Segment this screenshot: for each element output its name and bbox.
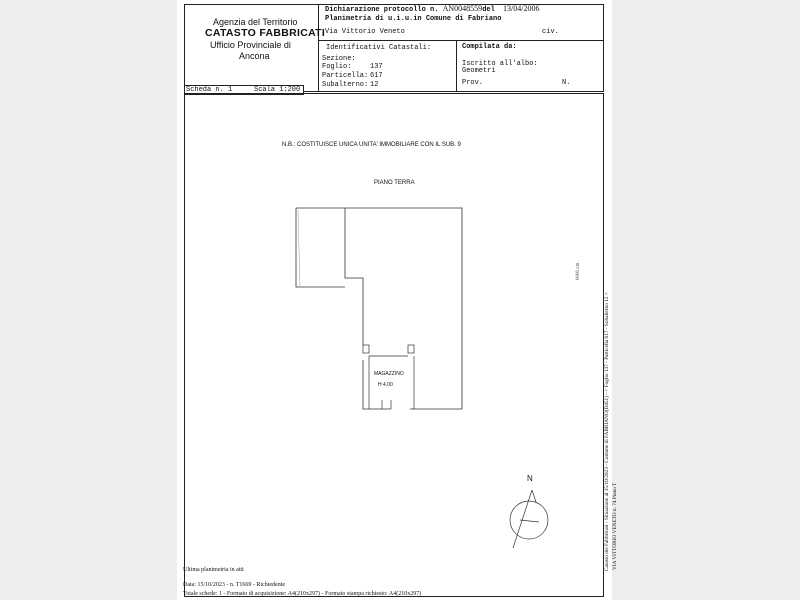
declaration-number: AN0048559 xyxy=(442,4,483,13)
agency-line2: CATASTO FABBRICATI xyxy=(205,27,326,39)
document-sheet xyxy=(177,0,618,600)
side-stamp: 0000 cm xyxy=(576,262,581,280)
address: Via Vittorio Veneto xyxy=(325,28,405,36)
identifiers-title: Identificativi Catastali: xyxy=(326,44,432,52)
side-text-line1: Catasto dei Fabbricati - Situazione al 15/10/2023 - Comune di FABRIANO(D451) - < Foglio 137 - Particella 617 - Subalterno 12 > xyxy=(604,292,610,571)
iscritto-value: Geometri xyxy=(462,67,496,75)
building-outline xyxy=(296,208,462,409)
subalterno-value: 12 xyxy=(370,81,379,89)
declaration-del: del xyxy=(482,6,495,14)
room-name: MAGAZZINO xyxy=(374,371,404,377)
particella-label: Particella: xyxy=(322,72,369,80)
plan-note: N.B.: COSTITUISCE UNICA UNITA' IMMOBILIARE CON IL SUB. 9 xyxy=(282,142,461,148)
agency-line1: Agenzia del Territorio xyxy=(213,17,298,27)
north-label: N xyxy=(527,474,533,483)
footer-line2: Data: 15/10/2023 - n. T1669 - Richiedente xyxy=(183,582,286,588)
agency-line3: Ufficio Provinciale di xyxy=(210,40,291,50)
civ-label: civ. xyxy=(542,28,559,36)
foglio-value: 137 xyxy=(370,63,383,71)
iscritto-label: Iscritto all'albo: xyxy=(462,60,538,68)
subalterno-label: Subalterno: xyxy=(322,81,369,89)
floor-label: PIANO TERRA xyxy=(374,180,415,186)
declaration-date: 13/04/2006 xyxy=(503,4,540,13)
particella-value: 617 xyxy=(370,72,383,80)
side-text-line2: VIA VITTORIO VENETO n. 74 Piano T xyxy=(612,482,618,570)
footer-line3: Totale schede: 1 - Formato di acquisizione: A4(210x297) - Formato stampa richiesto: A4(210x297) xyxy=(183,591,422,597)
footer-line1: Ultima planimetria in atti xyxy=(183,567,244,573)
room-height: H 4.00 xyxy=(378,382,393,388)
foglio-label: Foglio: xyxy=(322,63,352,71)
room-walls xyxy=(363,345,414,409)
prov-label: Prov. xyxy=(462,79,484,87)
floor-plan-drawing xyxy=(177,0,612,600)
scheda-scale: Scala 1:200 xyxy=(254,86,301,94)
north-arrow-icon xyxy=(510,490,548,548)
n-label: N. xyxy=(562,79,571,87)
declaration-label: Dichiarazione protocollo n. xyxy=(325,6,439,14)
agency-line4: Ancona xyxy=(239,51,270,61)
compiled-title: Compilata da: xyxy=(462,43,517,51)
scheda-number: Scheda n. 1 xyxy=(186,86,233,94)
plan-line: Planimetria di u.i.u.in Comune di Fabriano xyxy=(325,15,502,23)
sezione-label: Sezione: xyxy=(322,55,356,63)
